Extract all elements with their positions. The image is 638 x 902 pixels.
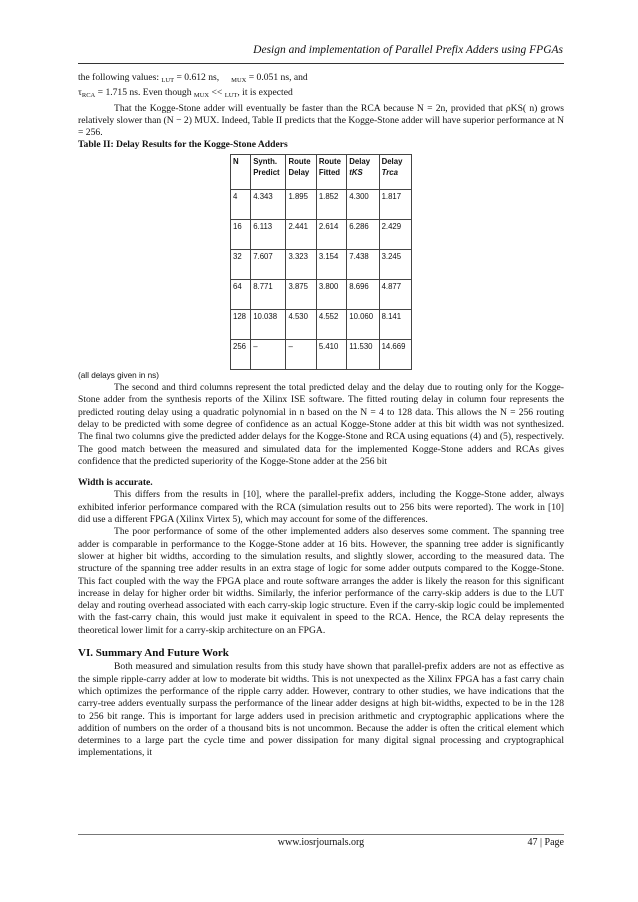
table-cell: 5.410 [316, 339, 346, 369]
intro-text: , it is expected [237, 87, 293, 99]
table-row [231, 249, 412, 279]
column-header-line: Trca [381, 167, 398, 177]
intro-text: τ [78, 87, 82, 99]
table-cell: 3.245 [379, 249, 411, 279]
table-row [231, 279, 412, 309]
table-cell: 6.286 [347, 219, 379, 249]
table-title: Table II: Delay Results for the Kogge-Stone Adders [78, 139, 288, 151]
table-cell: 128 [231, 309, 251, 339]
table-cell: 8.141 [379, 309, 411, 339]
table-cell: 7.607 [251, 249, 286, 279]
table-cell: 7.438 [347, 249, 379, 279]
intro-text: the following values: [78, 72, 162, 83]
paragraph-2: This differs from the results in [10], where the parallel-prefix adders, including the Kogge-Stone adder, always exhibited inferior performance compared with the RCA (simulation results out to 256 bits were reported). The work in [10] did use a different FPGA (Xilinx Virtex 5), which may account for some of the differences. [78, 489, 564, 526]
subscript: RCA [81, 92, 96, 100]
intro-paragraph: That the Kogge-Stone adder will eventually be faster than the RCA because N = 2n, provided that ρKS( n) grows relatively slower than (N − 2) MUX. Indeed, Table II predicts that the Kogge-Stone adder will have superior performance at N = 256. [78, 102, 564, 139]
subscript: MUX [231, 77, 247, 84]
paragraph-3: The poor performance of some of the other implemented adders also deserves some comment. The spanning tree adder is comparable in performance to the Kogge-Stone adder at 16 bits. However, the spanning tree adder is significantly slower at higher bit widths, according to the simulation results, and slightly slower, according to the measured data. The structure of the spanning tree adder results in an extra stage of logic for some adder outputs compared to the Kogge-Stone. This fact coupled with the way the FPGA place and route software arranges the adder is likely the reason for this significant increase in delay for higher order bit widths. Similarly, the inferior performance of the carry-skip adders is due to the LUT delay and routing overhead associated with each carry-skip logic structure. Even if the carry-skip logic could be implemented with the fast-carry chain, this would just make it equivalent in speed to the RCA. Hence, the RCA delay represents the theoretical lower limit for a carry-skip architecture on an FPGA. [78, 526, 564, 636]
table-cell: 2.429 [379, 219, 411, 249]
table-cell: 1.895 [286, 189, 316, 219]
paragraph-1: The second and third columns represent the total predicted delay and the delay due to routing only for the Kogge-Stone adder from the synthesis reports of the Xilinx ISE software. The fitted routing delay in column four represents the predicted routing delay using a quadratic polynomial in n based on the N = 4 to 128 data. This allows the N = 256 routing delay to be predicted with some degree of confidence as an actual Kogge-Stone adder at this bit width was not synthesized. The final two columns give the predicted adder delays for the Kogge-Stone and RCA using equations (4) and (5), respectively. The good match between the measured and simulated data for the implemented Kogge-Stone adders and RCAs gives confidence that the predicted superiority of the Kogge-Stone adder at the 256 bit [78, 382, 564, 467]
delay-results-table [230, 154, 412, 370]
subscript: MUX [193, 92, 210, 100]
table-cell: 4.530 [286, 309, 316, 339]
table-row [231, 189, 412, 219]
intro-text: = 1.715 ns. Even though [95, 87, 194, 99]
table-cell: 10.060 [347, 309, 379, 339]
column-header-line: Predict [253, 167, 280, 177]
paragraph-4: Both measured and simulation results from this study have shown that parallel-prefix adders are not as effective as the simple ripple-carry adder at low to moderate bit widths. This is not unexpected as the Xilinx FPGA has a fast carry chain which optimizes the performance of the ripple carry adder. However, contrary to other studies, we have indications that the carry-tree adders eventually surpass the performance of the linear adder designs at high bit-widths, expected to be in the 128 to 256 bit range. This is important for large adders used in precision arithmetic and cryptographic applications where the addition of numbers on the order of a thousand bits is not uncommon. Because the adder is often the critical element which determines to a large part the cycle time and power dissipation for many digital signal processing and cryptographical implementations, it [78, 661, 564, 759]
table-header-row [231, 154, 412, 189]
table-cell: 2.614 [316, 219, 346, 249]
table-body [231, 189, 412, 369]
table-cell: 6.113 [251, 219, 286, 249]
intro-text: << [209, 87, 225, 99]
table-cell: 16 [231, 219, 251, 249]
table-cell: 4.552 [316, 309, 346, 339]
subscript: LUT [161, 77, 175, 84]
table-cell: 8.696 [347, 279, 379, 309]
table-cell: 256 [231, 339, 251, 369]
table-cell: 1.817 [379, 189, 411, 219]
column-header-line: Delay [349, 156, 371, 166]
column-header [251, 154, 286, 189]
column-header-line: Delay [288, 167, 310, 177]
column-header-line: Synth. [253, 156, 278, 166]
section-title: VI. Summary And Future Work [78, 647, 229, 660]
table-cell: 3.323 [286, 249, 316, 279]
header-rule [78, 63, 564, 64]
table-cell: 3.875 [286, 279, 316, 309]
table-row [231, 309, 412, 339]
table-cell: 32 [231, 249, 251, 279]
table-cell: 2.441 [286, 219, 316, 249]
table-note: (all delays given in ns) [78, 370, 160, 380]
table-row [231, 219, 412, 249]
table-row [231, 339, 412, 369]
column-header-line: Fitted [318, 167, 341, 177]
column-header-line: tKS [349, 167, 363, 177]
table-cell: 4.877 [379, 279, 411, 309]
column-header [379, 154, 411, 189]
body-text [78, 72, 564, 760]
table-cell: 4 [231, 189, 251, 219]
column-header-line: Route [288, 156, 311, 166]
table-cell: – [251, 339, 286, 369]
intro-text: = 0.051 ns, and [246, 72, 308, 83]
intro-text: = 0.612 ns, [174, 72, 220, 83]
column-header [347, 154, 379, 189]
intro-line-1 [78, 72, 564, 87]
table-cell: 1.852 [316, 189, 346, 219]
column-header-line: N [233, 156, 239, 166]
journal-url[interactable]: www.iosrjournals.org [277, 837, 365, 848]
table-cell: 3.800 [316, 279, 346, 309]
table-cell: 64 [231, 279, 251, 309]
page-number: 47 | Page [527, 837, 564, 848]
intro-line-2 [78, 87, 564, 102]
table-cell: 11.530 [347, 339, 379, 369]
table-cell: 4.343 [251, 189, 286, 219]
column-header-line: Route [318, 156, 341, 166]
table-cell: 10.038 [251, 309, 286, 339]
column-header-line: Delay [381, 156, 403, 166]
running-header: Design and implementation of Parallel Prefix Adders using FPGAs [253, 44, 563, 56]
footer-rule [78, 834, 564, 835]
table-cell: 8.771 [251, 279, 286, 309]
table-cell: – [286, 339, 316, 369]
column-header [286, 154, 316, 189]
column-header [231, 154, 251, 189]
table-cell: 14.669 [379, 339, 411, 369]
width-line: Width is accurate. [78, 477, 153, 489]
column-header [316, 154, 346, 189]
table-cell: 4.300 [347, 189, 379, 219]
subscript: LUT [224, 92, 238, 100]
table-cell: 3.154 [316, 249, 346, 279]
